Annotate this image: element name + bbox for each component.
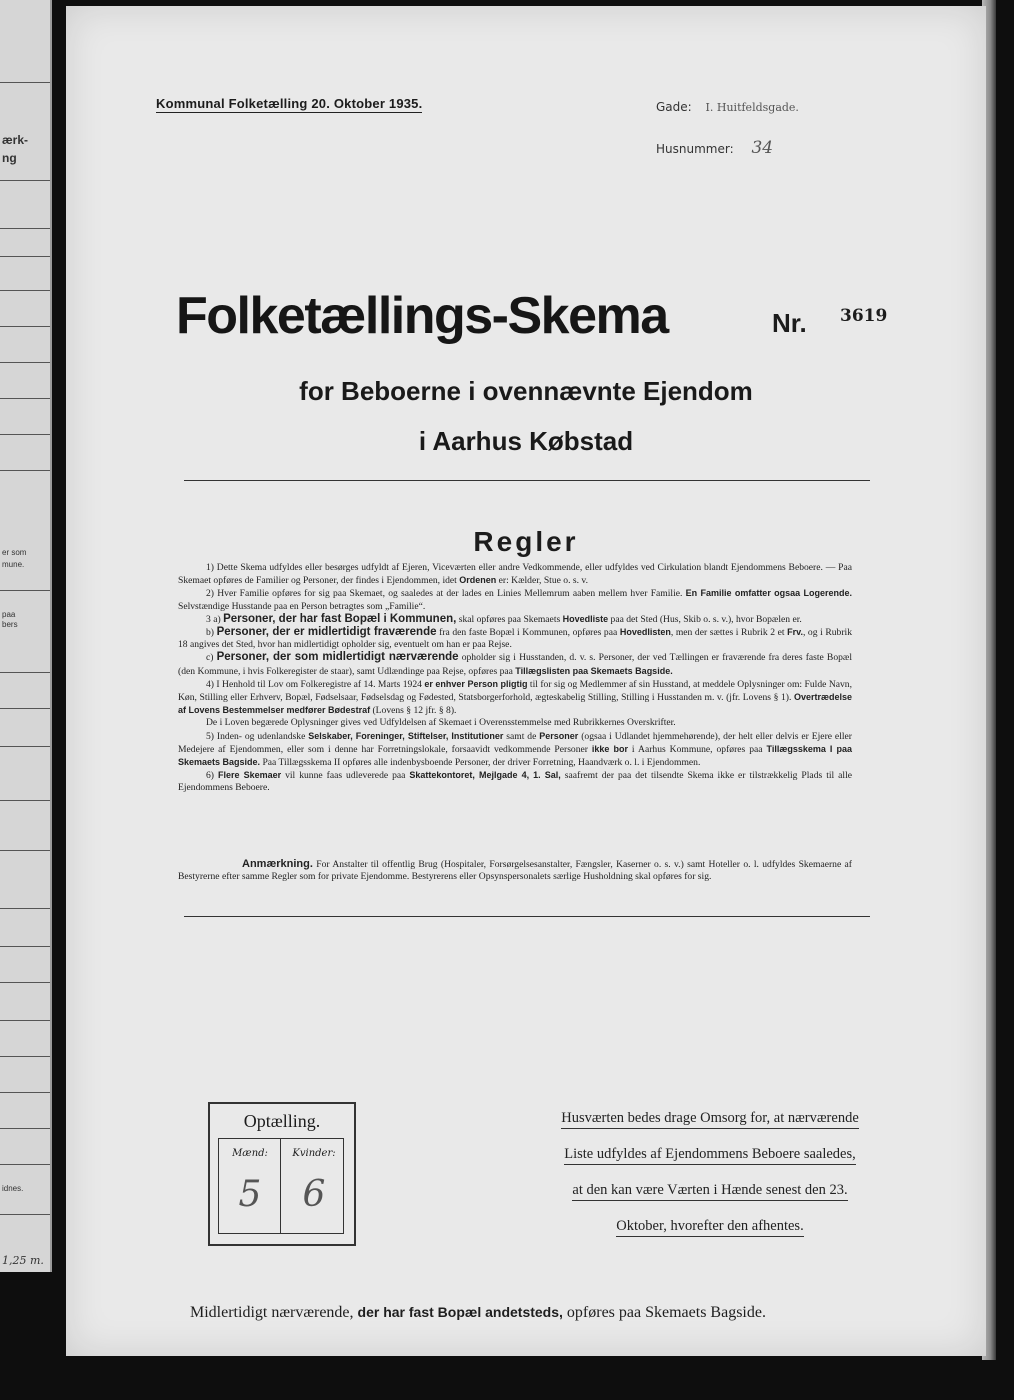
house-number-value: 34: [751, 138, 774, 158]
ruled-line: [0, 434, 50, 435]
rule-3b: b) Personer, der er midlertidigt fraværende fra den faste Bopæl i Kommunen, opføres paa Hovedlisten, men der sættes i Rubrik 2 et Frv., og i Rubrik 18 angives det Sted, hvor han midlertidigt opholder sig, eventuelt om han er paa Rejse.: [178, 626, 852, 651]
form-title: Folketællings-Skema: [176, 287, 668, 345]
fragment-text: mune.: [2, 560, 25, 569]
fragment-text: bers: [2, 620, 18, 629]
men-label: Mænd:: [232, 1148, 268, 1159]
previous-page-edge: [0, 0, 52, 1272]
ruled-line: [0, 228, 50, 229]
instruction-line: Liste udfyldes af Ejendommens Beboere saaledes,: [510, 1142, 910, 1178]
remark-label: Anmærkning.: [242, 858, 313, 870]
rule-5: 5) Inden- og udenlandske Selskaber, Foreninger, Stiftelser, Institutioner samt de Personer (ogsaa i Udlandet hjemmehørende), der helt eller delvis er Ejere eller Medejere af Ejendommen, eller som i denne har Forretningslokale, forsaavidt vedkommende Personer ikke bor i Aarhus Kommune, opføres paa Tillægsskema I paa Skemaets Bagside. Paa Tillægsskema II opføres alle indenbysboende Personer, der driver Forretning, Haandværk o. l. i Ejendommen.: [178, 730, 852, 769]
street-value: I. Huitfeldsgade.: [705, 101, 799, 114]
ruled-line: [0, 850, 50, 851]
landlord-instructions: [510, 1106, 910, 1250]
ruled-line: [0, 180, 50, 181]
house-number-label: Husnummer:: [656, 142, 734, 156]
ruled-line: [0, 290, 50, 291]
ruled-line: [0, 1128, 50, 1129]
ruled-line: [0, 590, 50, 591]
rule-1: 1) Dette Skema udfyldes eller besørges udfyldt af Ejeren, Viceværten eller andre Vedkommende, eller udfyldes ved Cirkulation blandt Ejendommens Beboere. — Paa Skemaet opføres de Familier og Personer, der findes i Ejendommen, idet Ordenen er: Kælder, Stue o. s. v.: [178, 562, 852, 587]
fragment-text: er som: [2, 548, 27, 557]
ruled-line: [0, 800, 50, 801]
ruled-line: [0, 1056, 50, 1057]
ruled-line: [0, 746, 50, 747]
ruled-line: [0, 398, 50, 399]
men-count: 5: [238, 1174, 262, 1215]
instruction-line: at den kan være Værten i Hænde senest den 23.: [510, 1178, 910, 1214]
rule-4-continued: De i Loven begærede Oplysninger gives ved Udfyldelsen af Skemaet i Overensstemmelse med Rubrikkernes Overskrifter.: [206, 717, 676, 729]
census-form-page: [66, 6, 986, 1356]
rules-heading: Regler: [473, 526, 579, 557]
rule-2: 2) Hver Familie opføres for sig paa Skemaet, og saaledes at der lades en Linies Mellemrum aaben mellem hver Familie. En Familie omfatter ogsaa Logerende. Selvstændige Husstande paa en Person betragtes som „Familie“.: [178, 588, 853, 612]
rule-4: 4) I Henhold til Lov om Folkeregistre af 14. Marts 1924 er enhver Person pligtig til for sig og Medlemmer af sin Husstand, at meddele Oplysninger om: Fulde Navn, Køn, Stilling eller Erhverv, Bopæl, Fødselsaar, Fødselsdag og Fødested, Statsborgerforhold, ægteskabelig Stilling, Stilling i Husstanden m. v. (jfr. Lovens § 1). Overtrædelse af Lovens Bestemmelser medfører Bødestraf (Lovens § 12 jfr. § 8).: [178, 678, 852, 717]
divider-line: [184, 916, 870, 917]
fragment-text: ærk-: [2, 133, 29, 147]
ruled-line: [0, 982, 50, 983]
ruled-line: [0, 1020, 50, 1021]
women-count: 6: [302, 1174, 326, 1215]
rule-6: 6) Flere Skemaer vil kunne faas udleverede paa Skattekontoret, Mejlgade 4, 1. Sal, saafremt der paa det tilsendte Skema ikke er tilstrækkelig Plads til alle Ejendommens Beboere.: [178, 770, 853, 794]
house-number-field: [656, 138, 773, 158]
rule-3c: c) Personer, der som midlertidigt nærværende opholder sig i Husstanden, d. v. s. Personer, der ved Tællingen er fraværende fra deres faste Bopæl (den Kommune, i hvis Folkeregister de staar), samt Udlændinge paa Rejse, opføres paa Tillægslisten paa Skemaets Bagside.: [178, 651, 852, 677]
ruled-line: [0, 1092, 50, 1093]
form-location: i Aarhus Købstad: [418, 426, 634, 456]
ruled-line: [0, 1214, 50, 1215]
rules-text: [178, 562, 852, 795]
ruled-line: [0, 946, 50, 947]
tally-divider: [280, 1138, 281, 1234]
street-field: [656, 100, 799, 114]
census-title: Kommunal Folketælling 20. Oktober 1935.: [156, 96, 423, 111]
instruction-line: Husværten bedes drage Omsorg for, at nærværende: [510, 1106, 910, 1142]
divider-line: [184, 480, 870, 481]
ruled-line: [0, 908, 50, 909]
rule-3a: 3 a) Personer, der har fast Bopæl i Kommunen, skal opføres paa Skemaets Hovedliste paa det Sted (Hus, Skib o. s. v.), hvor Bopælen er.: [206, 612, 802, 625]
form-subtitle: for Beboerne i ovennævnte Ejendom: [299, 376, 753, 406]
ruled-line: [0, 362, 50, 363]
instruction-line: Oktober, hvorefter den afhentes.: [510, 1214, 910, 1250]
tally-caption: Optælling.: [243, 1111, 321, 1131]
form-serial-number: 3619: [840, 306, 888, 326]
remark-paragraph: [178, 858, 852, 883]
ruled-line: [0, 326, 50, 327]
fragment-text: paa: [2, 610, 16, 619]
fragment-text: idnes.: [2, 1184, 24, 1193]
remark-text: For Anstalter til offentlig Brug (Hospitaler, Forsørgelsesanstalter, Fængsler, Kaserner o. s. v.) samt Hoteller o. l. udfyldes Skemaerne af Bestyrerne efter samme Regler som for private Ejendomme. Bestyrerens eller Opsynspersonalets særlige Husholdning skal opføres for sig.: [178, 859, 852, 883]
ruled-line: [0, 82, 50, 83]
women-label: Kvinder:: [292, 1148, 336, 1159]
form-number-label: Nr.: [772, 308, 807, 338]
ruled-line: [0, 708, 50, 709]
footer-note: Midlertidigt nærværende, der har fast Bopæl andetsteds, opføres paa Skemaets Bagside.: [190, 1304, 766, 1321]
margin-note: 1,25 m.: [2, 1254, 44, 1267]
fragment-text: ng: [2, 151, 17, 165]
tally-box: [208, 1102, 356, 1246]
street-label: Gade:: [656, 100, 692, 114]
ruled-line: [0, 1164, 50, 1165]
ruled-line: [0, 256, 50, 257]
ruled-line: [0, 470, 50, 471]
ruled-line: [0, 672, 50, 673]
